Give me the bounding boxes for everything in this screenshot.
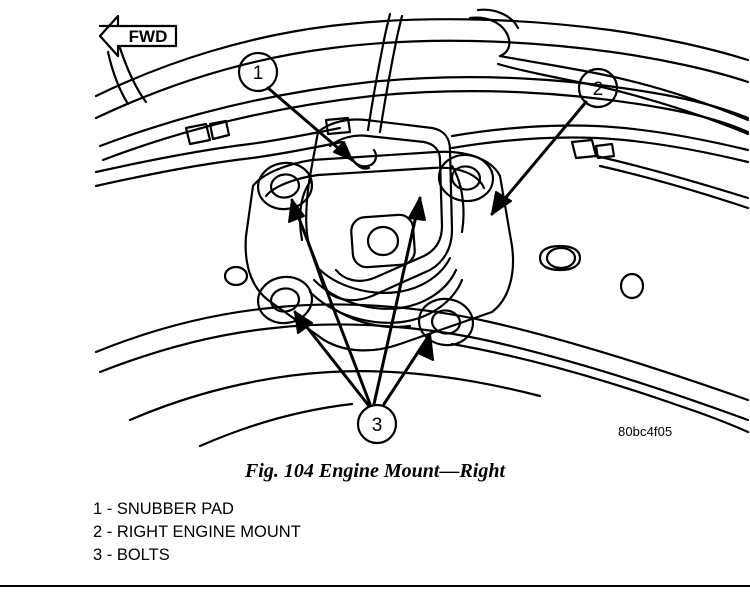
svg-text:3: 3 [371, 415, 383, 436]
svg-text:FWD: FWD [128, 27, 168, 46]
svg-text:1: 1 [252, 63, 264, 84]
legend-item: 3 - BOLTS [93, 546, 170, 564]
page-footer-space [0, 587, 750, 594]
legend-item: 2 - RIGHT ENGINE MOUNT [93, 523, 301, 541]
part-code-label: 80bc4f05 [618, 424, 673, 439]
figure-legend [93, 498, 613, 567]
svg-text:2: 2 [592, 79, 604, 100]
figure-caption: Fig. 104 Engine Mount—Right [244, 460, 506, 482]
legend-item: 1 - SNUBBER PAD [93, 500, 234, 518]
